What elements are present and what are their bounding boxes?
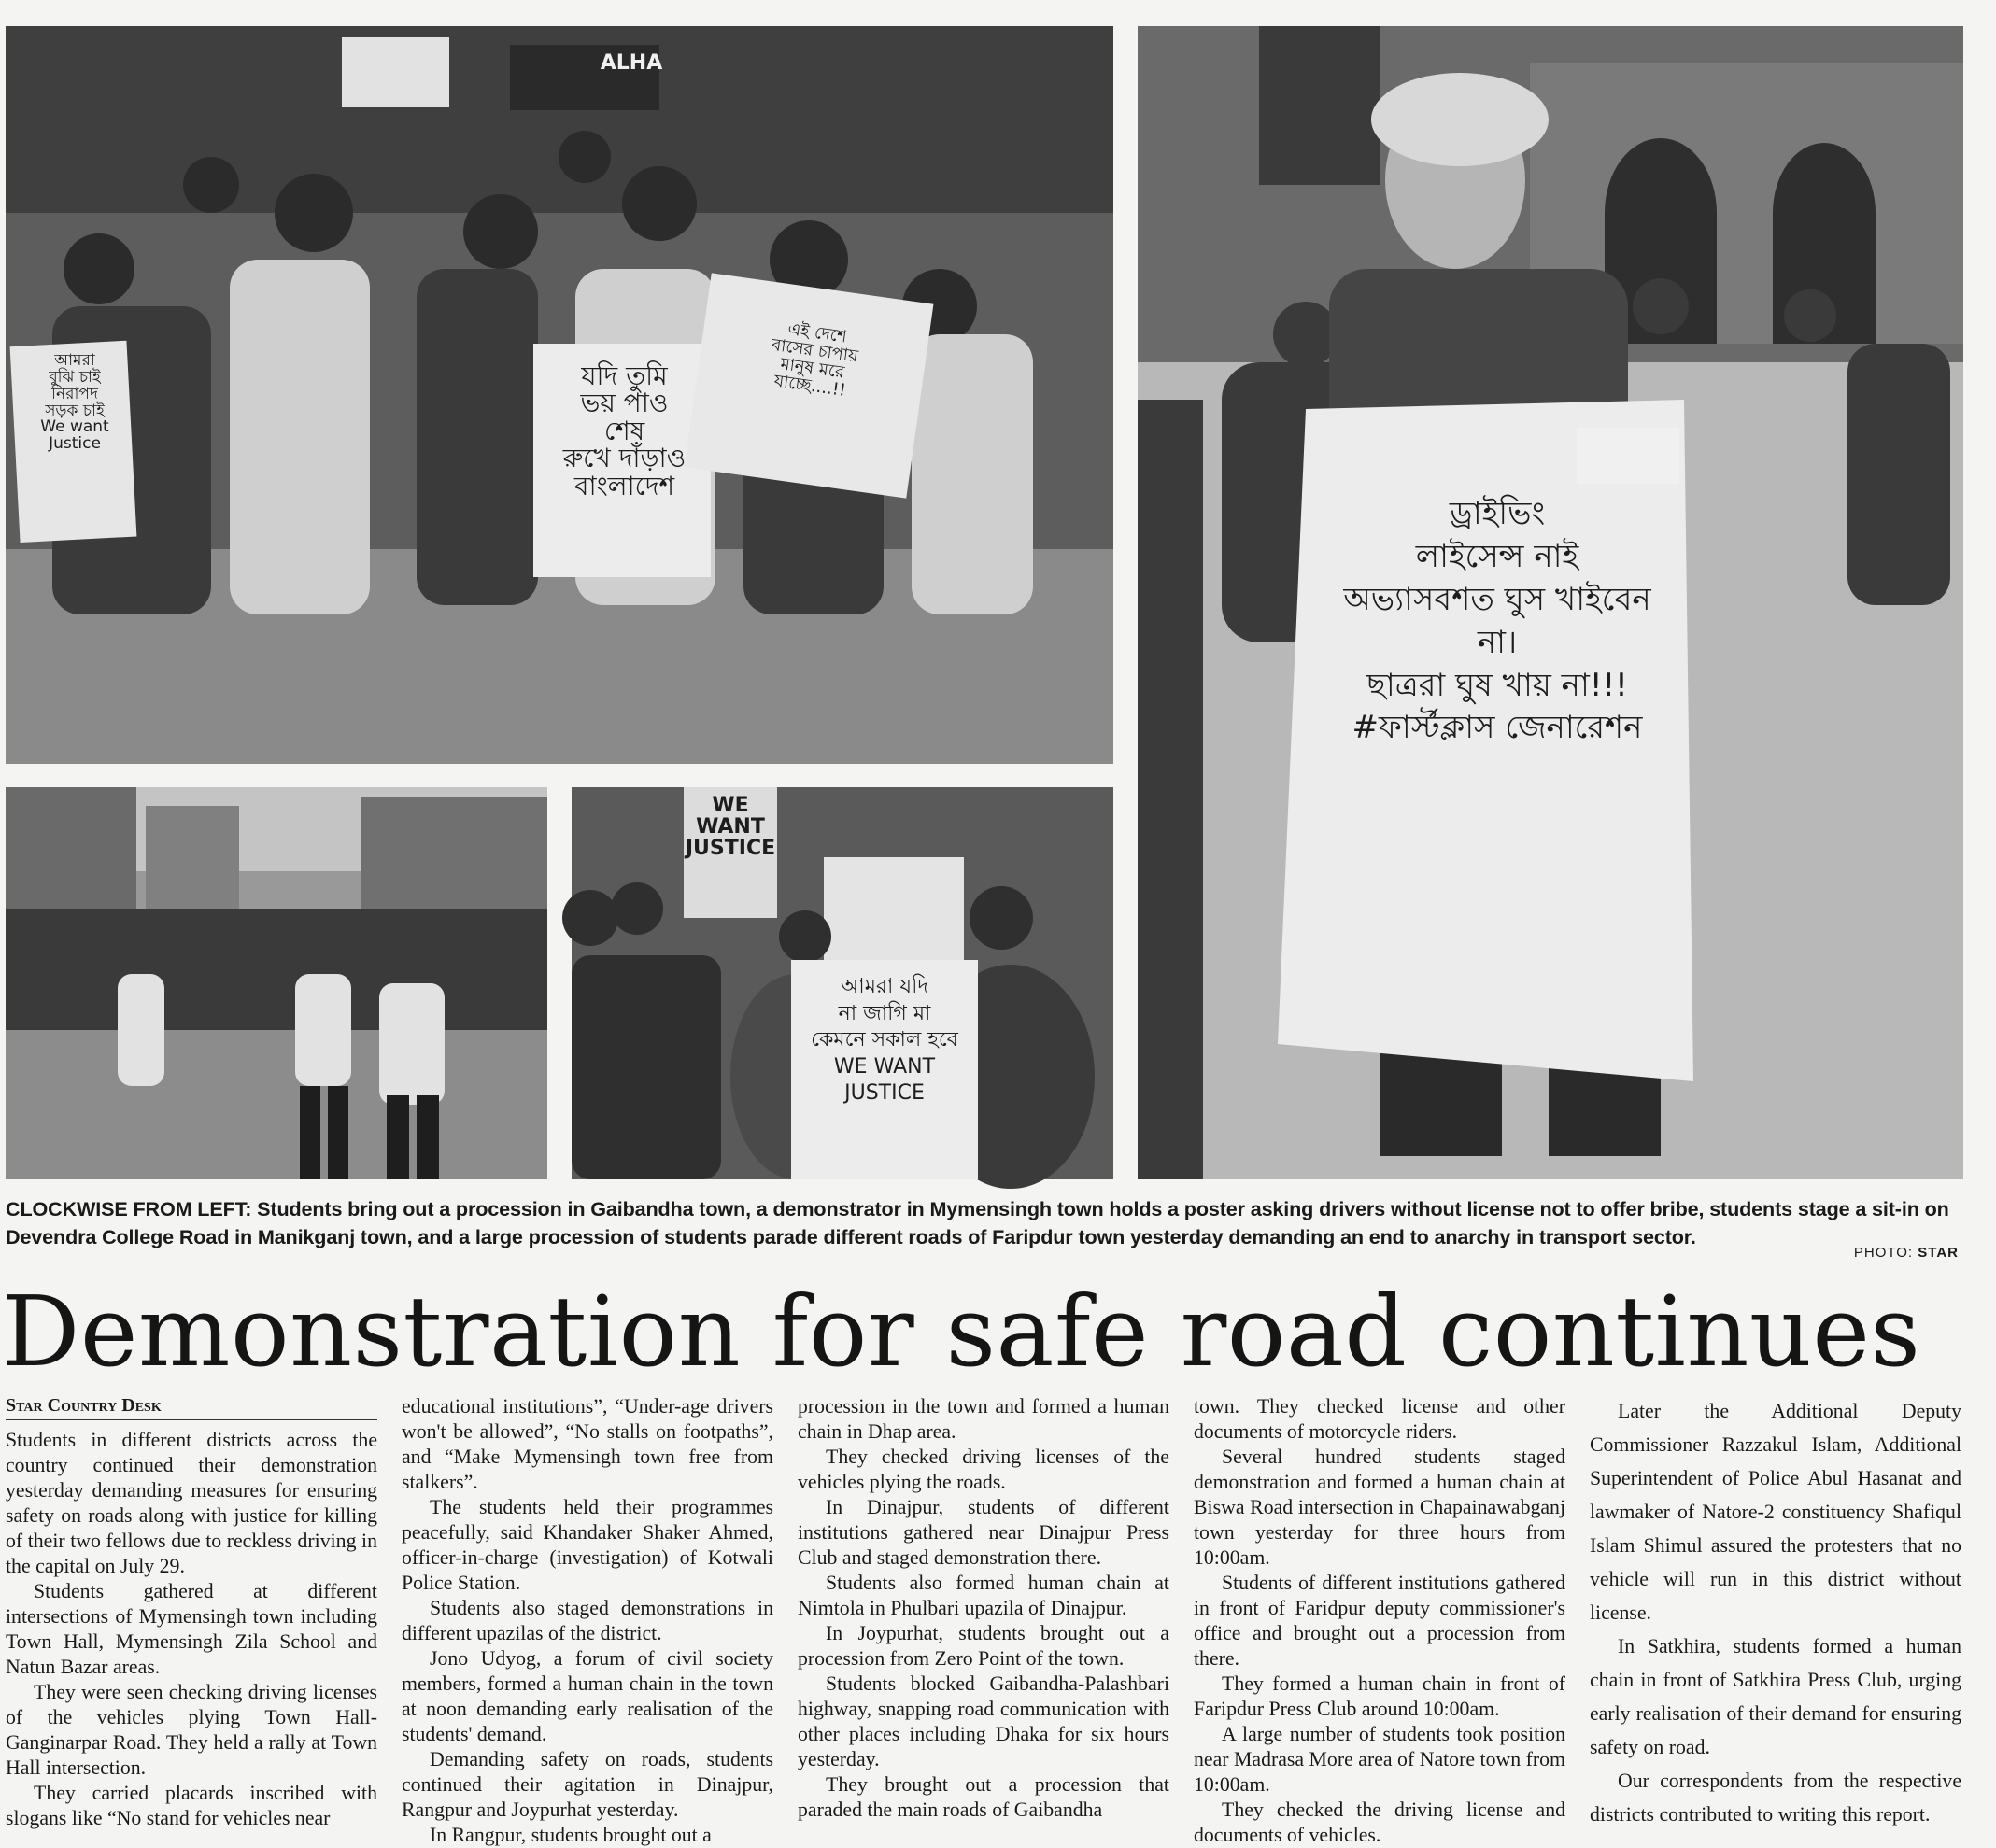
paragraph: In Rangpur, students brought out a <box>430 1824 712 1846</box>
paragraph: They checked the driving license and documents of vehicles. <box>1194 1799 1565 1846</box>
photo-faridpur-procession <box>6 787 547 1179</box>
paragraph: They were seen checking driving licenses of the vehicles plying Town Hall-Ganginarpar Road. They held a rally at Town Hall intersection. <box>6 1681 377 1779</box>
paragraph: They checked driving licenses of the vehicles plying the roads. <box>798 1446 1169 1493</box>
paragraph: Students in different districts across the country continued their demonstration yesterday demanding measures for ensuring safety on roads along with justice for killing of their two fellows due to reckless driving in the capital on July 29. <box>6 1429 377 1577</box>
paragraph: educational institutions”, “Under-age drivers won't be allowed”, “No stalls on footpaths”, and “Make Mymensingh town free from stalkers”. <box>402 1395 773 1493</box>
paragraph: They formed a human chain in front of Faripdur Press Club around 10:00am. <box>1194 1672 1565 1720</box>
article-column-2 <box>402 1394 773 1846</box>
caption-lead: CLOCKWISE FROM LEFT: <box>6 1197 252 1220</box>
article-column-4 <box>1194 1394 1565 1846</box>
placard-right: এই দেশে বাসের চাপায় মানুষ মরে যাচ্ছে....!! <box>770 318 859 401</box>
paragraph: Our correspondents from the respective districts contributed to writing this report. <box>1590 1770 1961 1826</box>
paragraph: Later the Additional Deputy Commissioner Razzakul Islam, Additional Superintendent of Police Abul Hasanat and lawmaker of Natore-2 constituency Shafiqul Islam Shimul assured the protesters that no vehicle will run in this district without license. <box>1590 1400 1961 1624</box>
photo-caption <box>6 1195 1976 1251</box>
paragraph: Students also formed human chain at Nimtola in Phulbari upazila of Dinajpur. <box>798 1572 1169 1619</box>
sitin-placard-main: আমরা যদি না জাগি মা কেমনে সকাল হবে WE WANT JUSTICE <box>811 975 958 1106</box>
paragraph: In Joypurhat, students brought out a procession from Zero Point of the town. <box>798 1622 1169 1670</box>
caption-text: Students bring out a procession in Gaibandha town, a demonstrator in Mymensingh town holds a poster asking drivers without license not to offer bribe, students stage a sit-in on Devendra College Road in Manikganj town, and a large procession of students parade different roads of Faripdur town yesterday demanding an end to anarchy in transport sector. <box>6 1197 1949 1248</box>
paragraph: A large number of students took position near Madrasa More area of Natore town from 10:00am. <box>1194 1723 1565 1796</box>
paragraph: In Dinajpur, students of different institutions gathered near Dinajpur Press Club and staged demonstration there. <box>798 1496 1169 1569</box>
paragraph: In Satkhira, students formed a human chain in front of Satkhira Press Club, urging early realisation of their demand for ensuring safety on road. <box>1590 1635 1961 1758</box>
byline: Star Country Desk <box>6 1394 377 1420</box>
paragraph: Students gathered at different intersections of Mymensingh town including Town Hall, Mymensingh Zila School and Natun Bazar areas. <box>6 1580 377 1678</box>
paragraph: They carried placards inscribed with slogans like “No stand for vehicles near <box>6 1782 377 1829</box>
article-column-1 <box>6 1394 377 1833</box>
poster-text: ড্রাইভিং লাইসেন্স নাই অভ্যাসবশত ঘুস খাইবেন না। ছাত্ররা ঘুষ খায় না!!! #ফার্স্টক্লাস জেনারেশন <box>1343 495 1651 747</box>
placard-left: আমরা বুঝি চাই নিরাপদ সড়ক চাই We want Justice <box>40 351 109 454</box>
paragraph: Students blocked Gaibandha-Palashbari highway, snapping road communication with other places including Dhaka for six hours yesterday. <box>798 1672 1169 1770</box>
article-column-3 <box>798 1394 1169 1833</box>
article-column-5 <box>1590 1394 1961 1833</box>
paragraph: Several hundred students staged demonstration and formed a human chain at Biswa Road intersection in Chapainawabganj town yesterday for three hours from 10:00am. <box>1194 1446 1565 1569</box>
paragraph: town. They checked license and other documents of motorcycle riders. <box>1194 1395 1565 1443</box>
photo-credit-label: PHOTO: <box>1853 1245 1914 1261</box>
paragraph: They brought out a procession that paraded the main roads of Gaibandha <box>798 1773 1169 1821</box>
paragraph: Jono Udyog, a forum of civil society members, formed a human chain in the town at noon demanding early realisation of the students' demand. <box>402 1647 773 1745</box>
photo-gaibandha-procession <box>6 26 1113 764</box>
paragraph: Students also staged demonstrations in different upazilas of the district. <box>402 1597 773 1644</box>
sitin-placard-top: WE WANT JUSTICE <box>685 794 776 861</box>
photo-credit <box>1854 1245 1959 1261</box>
placard-center: যদি তুমি ভয় পাও শেষ রুখে দাঁড়াও বাংলাদেশ <box>562 360 687 501</box>
photo-mymensingh-poster <box>1138 26 1963 1179</box>
paragraph: Demanding safety on roads, students continued their agitation in Dinajpur, Rangpur and Joypurhat yesterday. <box>402 1748 773 1821</box>
headline: Demonstration for safe road continues <box>2 1275 1921 1389</box>
paragraph: The students held their programmes peacefully, said Khandaker Shaker Ahmed, officer-in-charge (investigation) of Kotwali Police Station. <box>402 1496 773 1594</box>
bus-sign: ALHA <box>600 51 663 75</box>
photo-manikganj-sitin <box>572 787 1113 1179</box>
paragraph: Students of different institutions gathered in front of Faridpur deputy commissioner's office and brought out a procession from there. <box>1194 1572 1565 1670</box>
paragraph: procession in the town and formed a human chain in Dhap area. <box>798 1395 1169 1443</box>
photo-credit-name: STAR <box>1918 1245 1959 1261</box>
